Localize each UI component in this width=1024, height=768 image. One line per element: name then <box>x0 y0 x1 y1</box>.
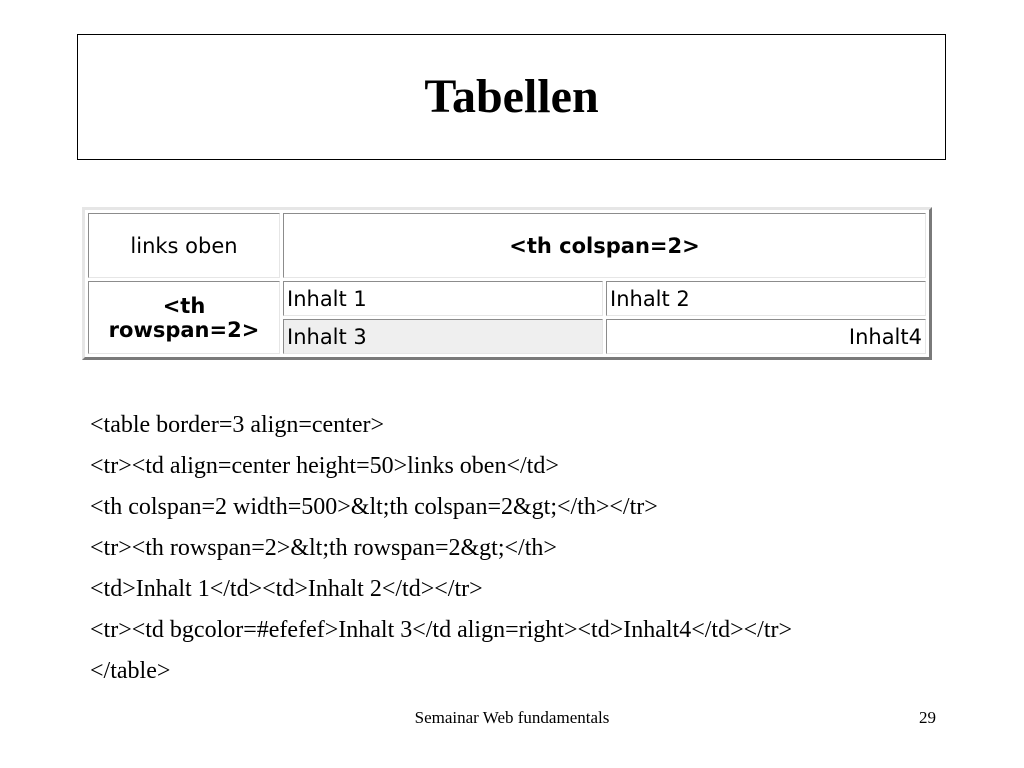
title-box <box>77 34 946 160</box>
code-line: <tr><td align=center height=50>links oben</td> <box>90 453 559 479</box>
code-line: <table border=3 align=center> <box>90 412 385 438</box>
cell-colspan-header: <th colspan=2> <box>283 213 926 278</box>
code-line: <tr><th rowspan=2>&lt;th rowspan=2&gt;</th> <box>90 535 557 561</box>
demo-row-2 <box>88 281 926 316</box>
code-line: <th colspan=2 width=500>&lt;th colspan=2&gt;</th></tr> <box>90 494 658 520</box>
code-line: <tr><td bgcolor=#efefef>Inhalt 3</td align=right><td>Inhalt4</td></tr> <box>90 617 793 643</box>
demo-table <box>85 210 929 357</box>
cell-inhalt-4: Inhalt4 <box>606 319 926 354</box>
cell-inhalt-1: Inhalt 1 <box>283 281 603 316</box>
code-line: <td>Inhalt 1</td><td>Inhalt 2</td></tr> <box>90 576 483 602</box>
demo-row-1 <box>88 213 926 278</box>
code-listing <box>90 405 970 692</box>
cell-inhalt-2: Inhalt 2 <box>606 281 926 316</box>
cell-inhalt-3: Inhalt 3 <box>283 319 603 354</box>
footer-title: Semainar Web fundamentals <box>414 708 610 727</box>
cell-links-oben: links oben <box>88 213 280 278</box>
slide-title: Tabellen <box>424 70 599 123</box>
page-number: 29 <box>919 708 936 727</box>
code-line: </table> <box>90 658 171 684</box>
cell-rowspan-header: <th rowspan=2> <box>88 281 280 354</box>
demo-table-frame <box>82 207 932 360</box>
